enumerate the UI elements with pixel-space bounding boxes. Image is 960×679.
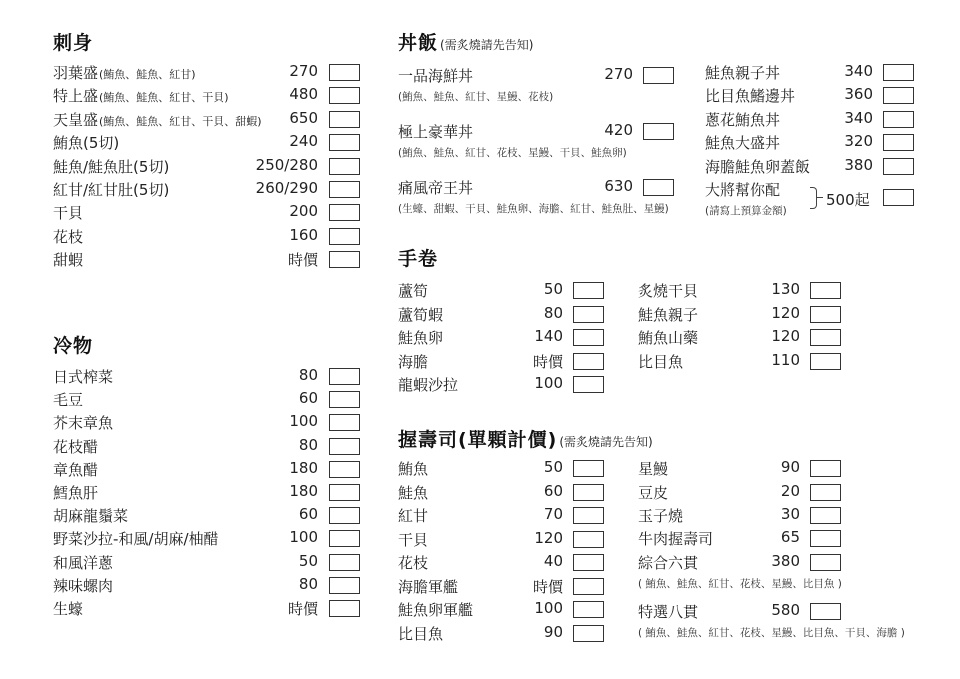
order-checkbox[interactable] [329,204,360,221]
item-label: 紅甘/紅甘肚(5切) [53,181,170,199]
order-checkbox[interactable] [329,391,360,408]
item-price: 650 [289,108,318,127]
item-name [53,226,83,247]
order-checkbox[interactable] [329,484,360,501]
item-name [705,156,810,177]
item-label: 炙燒干貝 [638,282,699,300]
item-label: 鮭魚大盛丼 [705,134,781,153]
item-name [53,575,113,596]
item-label: 和風洋蔥 [53,553,114,572]
section-title-sashimi: 刺身 [53,32,94,54]
item-label: 極上豪華丼 [398,123,474,141]
item-price: 120 [534,528,563,547]
order-checkbox[interactable] [329,554,360,571]
item-price: 100 [534,374,563,392]
item-price: 100 [289,528,318,547]
item-price: 80 [298,574,318,593]
item-name: 牛肉握壽司 [638,530,714,548]
item-ingredients: ( 鮪魚、鮭魚、紅甘、花枝、星鰻、比目魚、干貝、海膽 ) [638,627,905,639]
section-title-donburi: 丼飯 (需炙燒請先告知) [398,32,534,54]
item-label: 生蠔 [53,600,84,618]
item-name: 特選八貫 [638,603,699,621]
item-price: 60 [298,389,318,408]
item-price: 時價 [532,577,563,596]
item-label: 比目魚 [638,352,684,371]
item-name: 玉子燒 [638,507,684,525]
item-name: 綜合六貫 [638,554,699,572]
item-name [638,304,698,325]
item-ingredients: (鮪魚、鮭魚、紅甘、干貝、甜蝦) [99,114,262,128]
item-price: 時價 [287,251,318,270]
item-name [53,598,83,619]
item-name [398,599,473,620]
order-checkbox[interactable] [573,625,604,642]
item-price: 420 [604,121,633,139]
order-checkbox[interactable] [573,507,604,524]
order-checkbox[interactable] [329,438,360,455]
item-price: 70 [543,505,563,523]
order-checkbox[interactable] [883,189,914,206]
item-ingredients: (鮪魚、鮭魚、紅甘、干貝) [99,91,229,105]
item-label: 胡麻龍鬚菜 [53,507,129,526]
item-label: 比目魚 [398,624,444,643]
item-ingredients: (鮪魚、鮭魚、紅甘、星鰻、花枝) [398,91,554,103]
order-checkbox[interactable] [329,181,360,198]
order-checkbox[interactable] [573,353,604,370]
item-label: 鮭魚卵軍艦 [398,601,474,619]
order-checkbox[interactable] [810,554,841,571]
order-checkbox[interactable] [810,329,841,346]
item-price: 120 [771,303,800,322]
item-label: 鱈魚肝 [53,484,99,502]
donburi-note: (需炙燒請先告知) [440,38,534,52]
item-price: 時價 [287,600,318,618]
order-checkbox[interactable] [329,64,360,81]
item-price: 140 [534,327,563,345]
order-checkbox[interactable] [573,329,604,346]
item-price: 50 [543,280,563,298]
item-label: 鮪魚山藥 [638,329,699,347]
order-checkbox[interactable] [573,554,604,571]
item-name [398,327,443,348]
item-label: 一品海鮮丼 [398,67,474,85]
item-label: 痛風帝王丼 [398,179,474,197]
item-label: 鮭魚親子 [638,305,699,324]
item-name [398,576,458,597]
section-title-cold: 冷物 [53,335,94,357]
item-label: 花枝 [398,554,429,572]
item-name [398,482,428,503]
item-label: 海膽 [398,352,429,371]
item-name [53,482,98,503]
order-checkbox[interactable] [329,368,360,385]
item-name [638,351,683,372]
order-checkbox[interactable] [329,507,360,524]
item-name [53,552,113,573]
item-name [398,552,428,573]
order-checkbox[interactable] [329,577,360,594]
order-checkbox[interactable] [573,601,604,618]
order-checkbox[interactable] [329,228,360,245]
item-label: 鮭魚/鮭魚肚(5切) [53,157,170,176]
order-checkbox[interactable] [810,507,841,524]
order-checkbox[interactable] [329,461,360,478]
item-name [398,458,428,479]
item-name [53,179,169,200]
item-label: 蘆筍蝦 [398,305,444,324]
item-name: 豆皮 [638,484,669,502]
item-name [638,327,698,348]
item-name [398,304,443,325]
item-ingredients: (鮪魚、鮭魚、紅甘、花枝、星鰻、干貝、鮭魚卵) [398,147,627,159]
order-checkbox[interactable] [329,134,360,151]
nigiri-note: (需炙燒請先告知) [559,435,653,449]
item-name [53,156,169,177]
order-checkbox[interactable] [810,282,841,299]
item-label: 花枝醋 [53,437,99,456]
item-price: 時價 [532,352,563,371]
order-checkbox[interactable] [810,306,841,323]
item-price: 50 [543,458,563,476]
item-name [53,528,219,549]
item-ingredients: (鮪魚、鮭魚、紅甘) [99,68,196,81]
item-name [53,436,98,457]
item-name [53,366,113,387]
item-price: 340 [844,62,873,80]
item-label: 芥末章魚 [53,414,114,433]
item-price: 340 [844,108,873,127]
order-checkbox[interactable] [329,414,360,431]
item-label: 海膽鮭魚卵蓋飯 [705,157,811,176]
item-name [53,389,83,410]
item-price: 30 [780,505,800,523]
item-name [398,505,428,526]
item-price: 20 [780,482,800,500]
order-checkbox[interactable] [329,87,360,104]
order-checkbox[interactable] [883,87,914,104]
item-label: 鮭魚 [398,483,429,502]
item-name [398,177,473,198]
order-checkbox[interactable] [573,531,604,548]
order-checkbox[interactable] [643,179,674,196]
item-price: 320 [844,132,873,151]
omakase-name: 大將幫你配 [705,181,781,199]
order-checkbox[interactable] [573,306,604,323]
order-checkbox[interactable] [883,64,914,81]
order-checkbox[interactable] [573,376,604,393]
omakase-desc: (請寫上預算金額) [705,205,787,217]
item-price: 80 [543,303,563,322]
item-label: 鮭魚親子丼 [705,64,781,82]
item-price: 270 [604,65,633,83]
item-name [705,62,780,83]
item-name [53,505,128,526]
item-label: 干貝 [53,204,84,223]
order-checkbox[interactable] [573,282,604,299]
item-label: 特上盛 [53,87,99,106]
item-name [53,202,83,223]
item-label: 蔥花鮪魚丼 [705,110,781,129]
order-checkbox[interactable] [810,460,841,477]
item-label: 甜蝦 [53,251,84,270]
item-label: 章魚醋 [53,460,99,479]
item-price: 240 [289,132,318,151]
item-price: 260/290 [255,179,318,197]
order-checkbox[interactable] [329,111,360,128]
item-price: 60 [298,505,318,524]
order-checkbox[interactable] [810,353,841,370]
item-name [398,623,443,644]
order-checkbox[interactable] [810,603,841,620]
item-price: 50 [298,551,318,570]
item-price: 110 [771,350,800,369]
order-checkbox[interactable] [329,600,360,617]
item-price: 100 [289,412,318,431]
order-checkbox[interactable] [883,134,914,151]
item-price: 40 [543,552,563,570]
item-price: 160 [289,225,318,244]
order-checkbox[interactable] [329,251,360,268]
order-checkbox[interactable] [643,67,674,84]
item-label: 辣味螺肉 [53,576,114,595]
item-label: 海膽軍艦 [398,577,459,596]
item-name [53,85,229,106]
item-price: 380 [771,552,800,570]
item-price: 480 [289,85,318,104]
item-name [398,121,473,142]
item-label: 鮪魚 [398,460,429,478]
item-name [705,109,780,130]
item-label: 毛豆 [53,391,84,410]
item-name [705,85,795,106]
item-label: 紅甘 [398,507,429,525]
item-price: 90 [780,458,800,476]
item-name [398,529,428,550]
item-price: 250/280 [255,155,318,174]
item-label: 干貝 [398,530,429,549]
item-name [398,374,458,395]
order-checkbox[interactable] [573,460,604,477]
item-ingredients: ( 鮪魚、鮭魚、紅甘、花枝、星鰻、比目魚 ) [638,578,842,590]
item-price: 130 [771,280,800,298]
item-price: 630 [604,177,633,195]
item-price: 270 [289,62,318,80]
item-price: 80 [298,435,318,454]
item-name: 星鰻 [638,460,669,478]
item-price: 100 [534,599,563,617]
item-price: 180 [289,482,318,500]
order-checkbox[interactable] [643,123,674,140]
item-name [638,280,698,301]
item-name [398,351,428,372]
item-label: 蘆筍 [398,282,429,300]
order-checkbox[interactable] [883,111,914,128]
item-label: 鮪魚(5切) [53,134,120,153]
order-checkbox[interactable] [883,158,914,175]
item-name [53,249,83,270]
item-label: 羽葉盛 [53,64,99,82]
item-name [53,459,98,480]
item-name [53,412,113,433]
item-name [705,132,780,153]
item-price: 60 [543,481,563,500]
item-name [53,132,119,153]
item-label: 鮭魚卵 [398,329,444,347]
item-label: 野菜沙拉-和風/胡麻/柚醋 [53,530,219,549]
item-price: 90 [543,622,563,641]
item-price: 200 [289,202,318,221]
item-name [53,62,196,83]
item-name [398,280,428,301]
item-label: 天皇盛 [53,110,99,129]
omakase-brace [810,187,817,209]
order-checkbox[interactable] [810,484,841,501]
item-price: 180 [289,458,318,477]
item-price: 120 [771,327,800,345]
section-title-nigiri: 握壽司(單顆計價) (需炙燒請先告知) [398,429,653,451]
order-checkbox[interactable] [810,530,841,547]
item-name [53,109,262,130]
omakase-brace-tick [817,197,823,198]
order-checkbox[interactable] [329,530,360,547]
item-price: 65 [780,528,800,546]
section-title-handroll: 手卷 [398,248,439,270]
omakase-price: 500起 [826,191,870,209]
item-ingredients: (生蠔、甜蝦、干貝、鮭魚卵、海膽、紅甘、鮭魚肚、星鰻) [398,203,669,215]
item-price: 80 [298,366,318,384]
item-price: 580 [771,601,800,619]
order-checkbox[interactable] [573,484,604,501]
item-price: 360 [844,85,873,104]
item-label: 比目魚鰭邊丼 [705,87,796,106]
order-checkbox[interactable] [573,578,604,595]
item-name [398,65,473,86]
order-checkbox[interactable] [329,158,360,175]
item-label: 花枝 [53,227,84,246]
item-label: 龍蝦沙拉 [398,376,459,394]
item-label: 日式榨菜 [53,368,114,386]
item-price: 380 [844,155,873,174]
